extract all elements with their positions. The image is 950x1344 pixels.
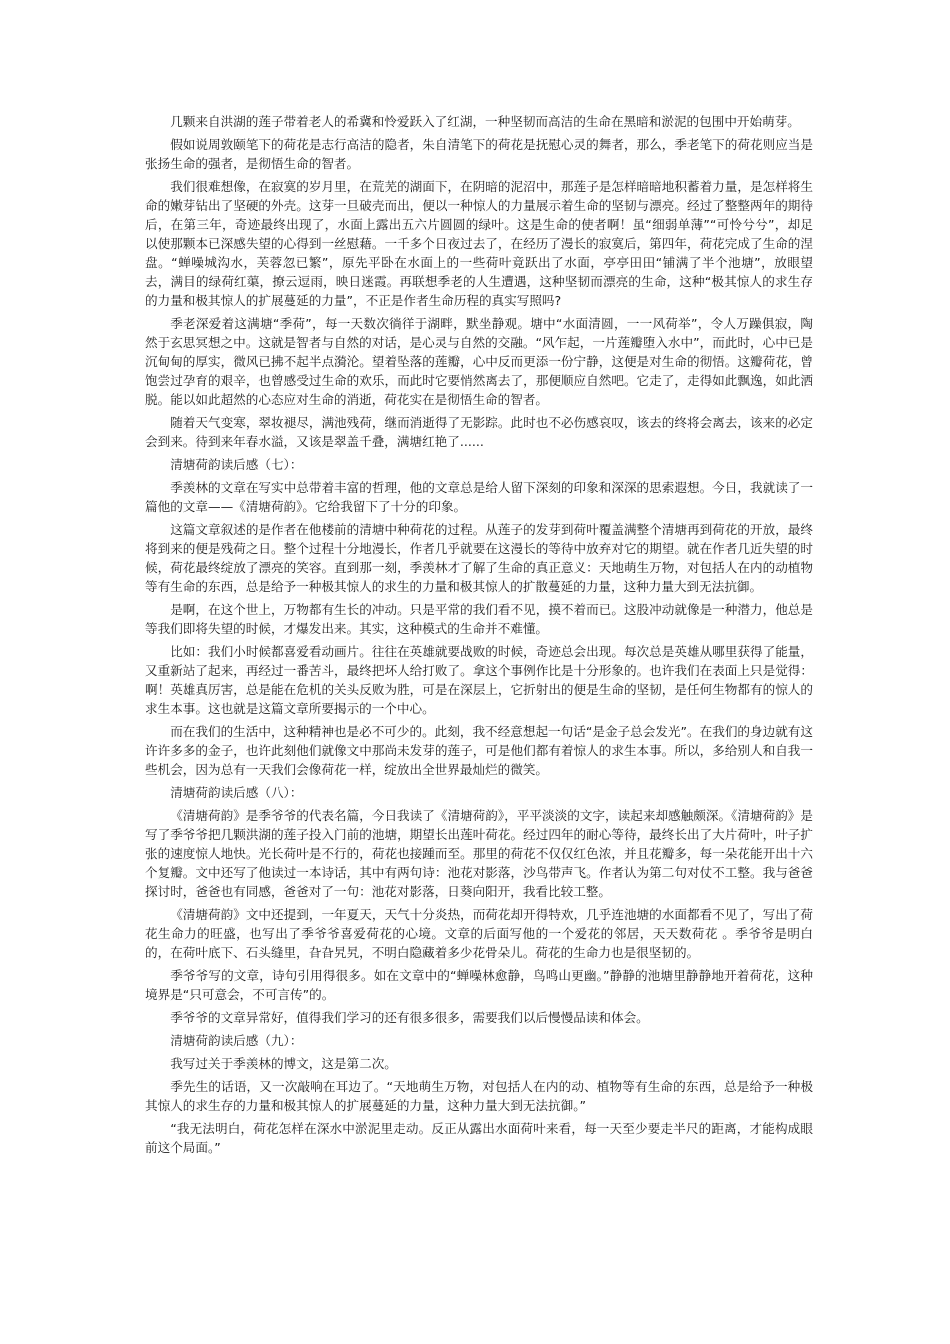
paragraph: 随着天气变寒，翠妆褪尽，满池残荷，继而消逝得了无影踪。此时也不必伤感哀叹，该去的终将会离去，该来的必定会到来。待到来年春水溢，又该是翠盖千叠，满塘红艳了...... bbox=[145, 415, 813, 449]
paragraph: 而在我们的生活中，这种精神也是必不可少的。此刻，我不经意想起一句话“是金子总会发光”。在我们的身边就有这许许多多的金子，也许此刻他们就像文中那尚未发芽的莲子，可是他们都有着惊人的求生本事。所以，多给别人和自我一些机会，因为总有一天我们会像荷花一样，绽放出全世界最灿烂的微笑。 bbox=[145, 724, 813, 777]
paragraph: 几颗来自洪湖的莲子带着老人的希冀和怜爱跃入了红湖，一种坚韧而高洁的生命在黑暗和淤泥的包围中开始萌芽。 bbox=[170, 114, 800, 129]
paragraph: 我写过关于季羡林的博文，这是第二次。 bbox=[170, 1056, 397, 1071]
paragraph: 《清塘荷韵》是季爷爷的代表名篇，今日我读了《清塘荷韵》，平平淡淡的文字，读起来却感触颇深。《清塘荷韵》是写了季爷爷把几颗洪湖的莲子投入门前的池塘，期望长出莲叶荷花。经过四年的耐心等待，最终长出了大片荷叶，叶子扩张的速度惊人地快。光长荷叶是不行的，荷花也接踵而至。那里的荷花不仅仅红色浓，并且花瓣多，每一朵花能开出十六个复瓣。文中还写了他读过一本诗话，其中有两句诗：池花对影落，沙鸟带声飞。作者认为第二句对仗不工整。我与爸爸探讨时，爸爸也有同感，爸爸对了一句：池花对影落，日葵向阳开，我看比较工整。 bbox=[145, 808, 813, 899]
paragraph: “我无法明白，荷花怎样在深水中淤泥里走动。反正从露出水面荷叶来看，每一天至少要走半尺的距离，才能构成眼前这个局面。” bbox=[145, 1121, 813, 1155]
paragraph: 季爷爷写的文章，诗句引用得很多。如在文章中的“蝉噪林愈静，鸟鸣山更幽。”静静的池塘里静静地开着荷花，这种境界是“只可意会，不可言传”的。 bbox=[145, 968, 813, 1002]
section-heading: 清塘荷韵读后感（九）： bbox=[170, 1033, 303, 1048]
paragraph: 这篇文章叙述的是作者在他楼前的清塘中种荷花的过程。从莲子的发芽到荷叶覆盖满整个清塘再到荷花的开放，最终将到来的便是残荷之日。整个过程十分地漫长，作者几乎就要在这漫长的等待中放弃对它的期望。就在作者几近失望的时候，荷花最终绽放了漂亮的笑容。直到那一刻，季羡林才了解了生命的真正意义：天地萌生万物，对包括人在内的动植物等有生命的东西，总是给予一种极其惊人的求生的力量和极其惊人的扩散蔓延的力量，这种力量大到无法抗御。 bbox=[145, 522, 813, 594]
section-heading: 清塘荷韵读后感（七）： bbox=[170, 457, 303, 472]
document-page bbox=[145, 112, 813, 1161]
paragraph: 季羡林的文章在写实中总带着丰富的哲理，他的文章总是给人留下深刻的印象和深深的思索遐想。今日，我就读了一篇他的文章——《清塘荷韵》。它给我留下了十分的印象。 bbox=[145, 480, 813, 514]
paragraph: 《清塘荷韵》文中还提到，一年夏天，天气十分炎热，而荷花却开得特欢，几乎连池塘的水面都看不见了，写出了荷花生命力的旺盛，也写出了季爷爷喜爱荷花的心境。文章的后面写他的一个爱花的邻居，天天数荷花 。季爷爷是明白的，在荷叶底下、石头缝里，旮旮旯旯，不明白隐藏着多少花骨朵儿。荷花的生命力也是很坚韧的。 bbox=[145, 907, 813, 960]
paragraph: 我们很难想像，在寂寞的岁月里，在荒芜的湖面下，在阴暗的泥沼中，那莲子是怎样暗暗地积蓄着力量，是怎样将生命的嫩芽钻出了坚硬的外壳。这芽一旦破壳而出，便以一种惊人的力量展示着生命的坚韧与漂亮。经过了整整两年的期待后，在第三年，奇迹最终出现了，水面上露出五六片圆圆的绿叶。这是生命的使者啊！虽“细弱单薄”“可怜兮兮”，却足以使那颗本已深感失望的心得到一丝慰藉。一千多个日夜过去了，在经历了漫长的寂寞后，第四年，荷花完成了生命的涅盘。“蝉噪城沟水，芙蓉忽已繁”，原先平卧在水面上的一些荷叶竟跃出了水面，亭亭田田“铺满了半个池塘”，放眼望去，满目的绿荷红蕖，撩云逗雨，映日迷霞。再联想季老的人生遭遇，这种坚韧而漂亮的生命，这种“极其惊人的求生存的力量和极其惊人的扩展蔓延的力量”，不正是作者生命历程的真实写照吗? bbox=[145, 179, 813, 308]
section-heading: 清塘荷韵读后感（八）： bbox=[170, 785, 303, 800]
paragraph: 比如：我们小时候都喜爱看动画片。往往在英雄就要战败的时候，奇迹总会出现。每次总是英雄从哪里获得了能量，又重新站了起来，再经过一番苦斗，最终把坏人给打败了。拿这个事例作比是十分形象的。也许我们在表面上只是觉得：啊！英雄真厉害，总是能在危机的关头反败为胜，可是在深层上，它折射出的便是生命的坚韧，是任何生物都有的惊人的求生本事。这也就是这篇文章所要揭示的一个中心。 bbox=[145, 644, 813, 716]
paragraph: 是啊，在这个世上，万物都有生长的冲动。只是平常的我们看不见，摸不着而已。这股冲动就像是一种潜力，他总是等我们即将失望的时候，才爆发出来。其实，这种模式的生命并不难懂。 bbox=[145, 602, 813, 636]
paragraph: 假如说周敦颐笔下的荷花是志行高洁的隐者，朱自清笔下的荷花是抚慰心灵的舞者，那么，季老笔下的荷花则应当是张扬生命的强者，是彻悟生命的智者。 bbox=[145, 137, 813, 171]
paragraph: 季先生的话语，又一次敲响在耳边了。“天地萌生万物，对包括人在内的动、植物等有生命的东西，总是给予一种极其惊人的求生存的力量和极其惊人的扩展蔓延的力量，这种力量大到无法抗御。” bbox=[145, 1079, 813, 1113]
paragraph: 季爷爷的文章异常好，值得我们学习的还有很多很多，需要我们以后慢慢品读和体会。 bbox=[170, 1010, 649, 1025]
paragraph: 季老深爱着这满塘“季荷”，每一天数次徜徉于湖畔，默坐静观。塘中“水面清圆，一一风荷举”，令人万躁俱寂，陶然于玄思冥想之中。这就是智者与自然的对话，是心灵与自然的交融。“风乍起，一片莲瓣堕入水中”，而此时，心中已是沉甸甸的厚实，微风已拂不起半点漪沦。望着坠落的莲瓣，心中反而更添一份宁静，这便是对生命的彻悟。这瓣荷花，曾饱尝过孕育的艰辛，也曾感受过生命的欢乐，而此时它要悄然离去了，那便顺应自然吧。它走了，走得如此飘逸，如此洒脱。能以如此超然的心态应对生命的消逝，荷花实在是彻悟生命的智者。 bbox=[145, 316, 813, 407]
